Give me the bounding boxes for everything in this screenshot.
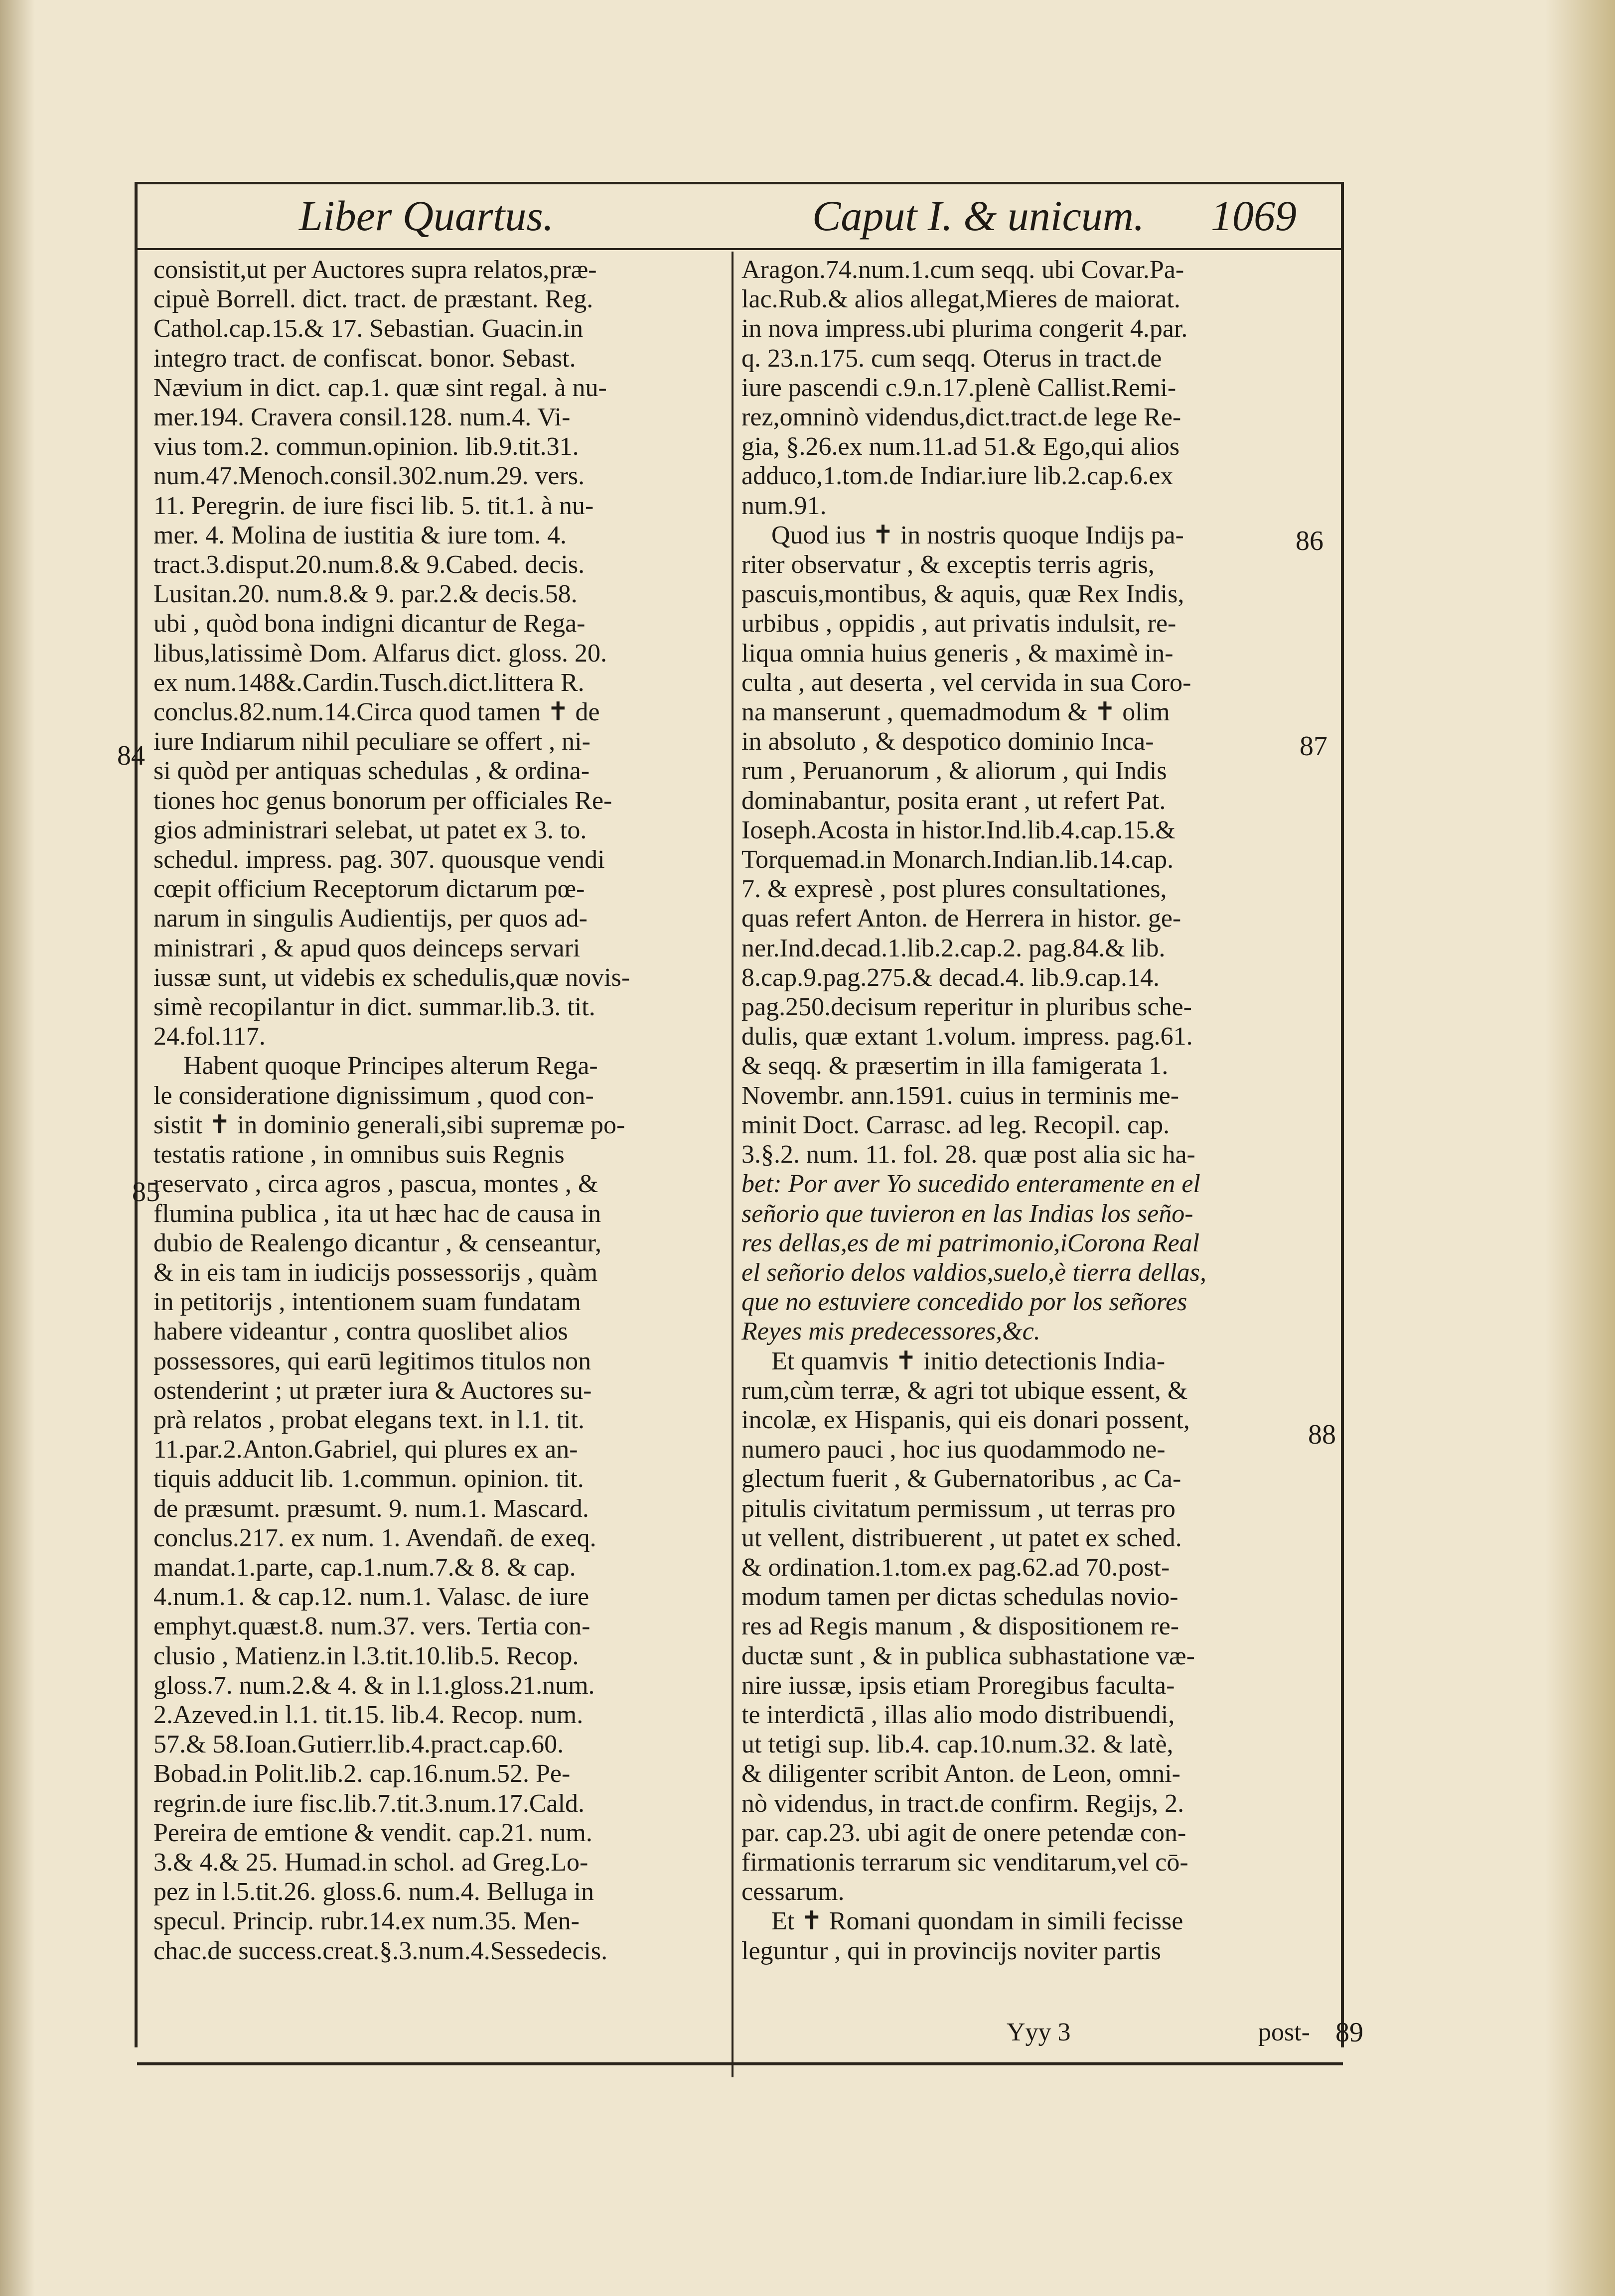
text-line: gios administrari selebat, ut patet ex 3. to. [153, 815, 587, 844]
text-line: rum,cùm terræ, & agri tot ubique essent, & [741, 1376, 1188, 1405]
text-line: si quòd per antiquas schedulas , & ordina- [153, 757, 590, 786]
text-line: num.47.Menoch.consil.302.num.29. vers. [153, 462, 585, 491]
text-line: le consideratione dignissimum , quod con- [153, 1081, 594, 1110]
text-line: 3.& 4.& 25. Humad.in schol. ad Greg.Lo- [153, 1848, 588, 1877]
text-line: chac.de success.creat.§.3.num.4.Sessedecis. [153, 1936, 608, 1965]
text-line: culta , aut deserta , vel cervida in sua Coro- [741, 668, 1191, 697]
text-line: res ad Regis manum , & dispositionem re- [741, 1612, 1179, 1641]
text-line: señorio que tuvieron en las Indias los seño- [741, 1199, 1193, 1228]
text-line: pez in l.5.tit.26. gloss.6. num.4. Belluga in [153, 1878, 594, 1906]
text-line: adduco,1.tom.de Indiar.iure lib.2.cap.6.ex [741, 462, 1174, 491]
text-line: pag.250.decisum reperitur in pluribus sche- [741, 993, 1192, 1022]
text-line: Reyes mis predecessores,&c. [741, 1317, 1040, 1346]
text-line: conclus.217. ex num. 1. Avendañ. de exeq. [153, 1523, 596, 1552]
text-line: minit Doct. Carrasc. ad leg. Recopil. cap. [741, 1110, 1170, 1139]
text-line: gia, §.26.ex num.11.ad 51.& Ego,qui alios [741, 432, 1180, 461]
text-line: 11. Peregrin. de iure fisci lib. 5. tit.1. à nu- [153, 491, 594, 520]
text-line: bet: Por aver Yo sucedido enteramente en el [741, 1170, 1200, 1199]
text-line: reservato , circa agros , pascua, montes , & [153, 1170, 598, 1199]
text-line: Habent quoque Principes alterum Rega- [183, 1052, 598, 1080]
text-line: ut tetigi sup. lib.4. cap.10.num.32. & latè, [741, 1730, 1174, 1759]
text-line: ut vellent, distribuerent , ut patet ex sched. [741, 1523, 1182, 1552]
text-line: & diligenter scribit Anton. de Leon, omni- [741, 1759, 1180, 1788]
text-line: rez,omninò videndus,dict.tract.de lege Re- [741, 403, 1181, 432]
text-line: consistit,ut per Auctores supra relatos,præ- [153, 256, 597, 284]
signature-mark: Yyy 3 [1007, 2018, 1071, 2046]
page-number: 1069 [1211, 192, 1297, 240]
text-line: Bobad.in Polit.lib.2. cap.16.num.52. Pe- [153, 1759, 571, 1788]
text-line: clusio , Matienz.in l.3.tit.10.lib.5. Recop. [153, 1641, 579, 1670]
text-line: tiones hoc genus bonorum per officiales Re- [153, 786, 612, 815]
text-line: riter observatur , & exceptis terris agris, [741, 550, 1155, 579]
text-line: el señorio delos valdios,suelo,è tierra dellas, [741, 1258, 1207, 1287]
text-line: in nova impress.ubi plurima congerit 4.par. [741, 314, 1188, 343]
text-line: Lusitan.20. num.8.& 9. par.2.& decis.58. [153, 580, 578, 609]
text-line: emphyt.quæst.8. num.37. vers. Tertia con- [153, 1612, 590, 1641]
text-line: cipuè Borrell. dict. tract. de præstant. Reg. [153, 285, 593, 314]
text-line: simè recopilantur in dict. summar.lib.3. tit. [153, 993, 595, 1022]
text-line: integro tract. de confiscat. bonor. Sebast. [153, 344, 576, 373]
text-line: ostenderint ; ut præter iura & Auctores su- [153, 1376, 592, 1405]
text-line: ubi , quòd bona indigni dicantur de Rega- [153, 609, 586, 638]
text-line: iussæ sunt, ut videbis ex schedulis,quæ novis- [153, 963, 630, 992]
text-line: ductæ sunt , & in publica subhastatione væ- [741, 1641, 1195, 1670]
text-line: modum tamen per dictas schedulas novio- [741, 1583, 1178, 1612]
text-line: mandat.1.parte, cap.1.num.7.& 8. & cap. [153, 1553, 576, 1582]
text-line: Nævium in dict. cap.1. quæ sint regal. à nu- [153, 373, 607, 402]
page-edge-shadow [0, 0, 35, 2296]
text-line: 2.Azeved.in l.1. tit.15. lib.4. Recop. num. [153, 1700, 584, 1729]
text-line: ex num.148&.Cardin.Tusch.dict.littera R. [153, 668, 585, 697]
text-line: Ioseph.Acosta in histor.Ind.lib.4.cap.15.& [741, 815, 1175, 844]
text-line: liqua omnia huius generis , & maximè in- [741, 639, 1174, 668]
text-line: in absoluto , & despotico dominio Inca- [741, 727, 1154, 756]
text-line: Aragon.74.num.1.cum seqq. ubi Covar.Pa- [741, 256, 1184, 284]
text-line: regrin.de iure fisc.lib.7.tit.3.num.17.Cald. [153, 1789, 585, 1818]
text-line: & ordination.1.tom.ex pag.62.ad 70.post- [741, 1553, 1170, 1582]
text-line: q. 23.n.175. cum seqq. Oterus in tract.de [741, 344, 1162, 373]
text-line: 3.§.2. num. 11. fol. 28. quæ post alia sic ha- [741, 1140, 1195, 1169]
text-line: urbibus , oppidis , aut privatis indulsit, re- [741, 609, 1176, 638]
text-line: flumina publica , ita ut hæc hac de causa in [153, 1199, 601, 1228]
text-line: 7. & expresè , post plures consultationes, [741, 875, 1167, 904]
margin-number-86: 86 [1296, 526, 1323, 556]
text-line: dubio de Realengo dicantur , & censeantur, [153, 1228, 601, 1257]
text-line: cessarum. [741, 1878, 845, 1906]
running-head-center: Caput I. & unicum. [812, 192, 1145, 240]
text-line: quas refert Anton. de Herrera in histor. ge- [741, 904, 1181, 933]
margin-number-87: 87 [1300, 731, 1327, 762]
text-line: te interdictā , illas alio modo distribuendi, [741, 1700, 1175, 1729]
margin-number-84: 84 [117, 740, 145, 771]
text-line: iure Indiarum nihil peculiare se offert , ni- [153, 727, 590, 756]
text-line: pascuis,montibus, & aquis, quæ Rex Indis, [741, 580, 1184, 609]
text-line: Torquemad.in Monarch.Indian.lib.14.cap. [741, 845, 1174, 874]
text-line: prà relatos , probat elegans text. in l.1. tit. [153, 1405, 585, 1434]
right-text-column [741, 255, 1312, 1966]
text-line: in petitorijs , intentionem suam fundatam [153, 1288, 581, 1317]
header-rule [135, 248, 1344, 250]
text-line: par. cap.23. ubi agit de onere petendæ con- [741, 1818, 1186, 1847]
text-line: firmationis terrarum sic venditarum,vel cō- [741, 1848, 1188, 1877]
text-line: mer. 4. Molina de iustitia & iure tom. 4. [153, 521, 567, 549]
text-line: libus,latissimè Dom. Alfarus dict. gloss. 20. [153, 639, 607, 668]
text-line: nò videndus, in tract.de confirm. Regijs, 2. [741, 1789, 1184, 1818]
text-line: habere videantur , contra quoslibet alios [153, 1317, 568, 1346]
text-line: nire iussæ, ipsis etiam Proregibus faculta- [741, 1671, 1175, 1700]
text-line: glectum fuerit , & Gubernatoribus , ac Ca- [741, 1465, 1181, 1493]
catchword: post- [1258, 2018, 1310, 2046]
text-line: Pereira de emtione & vendit. cap.21. num. [153, 1818, 592, 1847]
text-line: vius tom.2. commun.opinion. lib.9.tit.31. [153, 432, 579, 461]
text-line: pitulis civitatum permissum , ut terras pro [741, 1494, 1175, 1523]
text-line: de præsumt. præsumt. 9. num.1. Mascard. [153, 1494, 589, 1523]
text-line: Quod ius ✝ in nostris quoque Indijs pa- [771, 521, 1184, 549]
footer-rule [137, 2062, 1343, 2065]
text-line: res dellas,es de mi patrimonio,iCorona Real [741, 1228, 1200, 1257]
text-line: na manserunt , quemadmodum & ✝ olim [741, 698, 1170, 727]
margin-number-85: 85 [132, 1177, 160, 1208]
text-line: 8.cap.9.pag.275.& decad.4. lib.9.cap.14. [741, 963, 1160, 992]
column-divider [732, 252, 734, 2077]
text-line: 11.par.2.Anton.Gabriel, qui plures ex an- [153, 1435, 578, 1464]
text-line: cœpit officium Receptorum dictarum pœ- [153, 875, 585, 904]
running-head-left: Liber Quartus. [299, 192, 554, 240]
margin-number-89: 89 [1335, 2017, 1363, 2048]
text-line: Et quamvis ✝ initio detectionis India- [771, 1347, 1166, 1375]
text-line: ner.Ind.decad.1.lib.2.cap.2. pag.84.& lib. [741, 934, 1166, 962]
text-line: tract.3.disput.20.num.8.& 9.Cabed. decis. [153, 550, 585, 579]
text-line: specul. Princip. rubr.14.ex num.35. Men- [153, 1907, 580, 1936]
text-line: incolæ, ex Hispanis, qui eis donari possent, [741, 1405, 1190, 1434]
text-line: leguntur , qui in provincijs noviter partis [741, 1936, 1161, 1965]
margin-number-88: 88 [1308, 1419, 1336, 1450]
text-line: que no estuviere concedido por los señores [741, 1288, 1187, 1317]
text-line: sistit ✝ in dominio generali,sibi supremæ po- [153, 1110, 625, 1139]
text-line: mer.194. Cravera consil.128. num.4. Vi- [153, 403, 571, 432]
text-line: Et ✝ Romani quondam in simili fecisse [771, 1907, 1183, 1936]
text-line: ministrari , & apud quos deinceps servari [153, 934, 581, 962]
text-line: & seqq. & præsertim in illa famigerata 1. [741, 1052, 1169, 1080]
text-line: dominabantur, posita erant , ut refert Pat. [741, 786, 1166, 815]
page-right-shadow [1545, 0, 1615, 2296]
text-line: Cathol.cap.15.& 17. Sebastian. Guacin.in [153, 314, 584, 343]
text-line: conclus.82.num.14.Circa quod tamen ✝ de [153, 698, 600, 727]
text-line: schedul. impress. pag. 307. quousque vendi [153, 845, 605, 874]
left-text-column [153, 255, 724, 1966]
text-line: 57.& 58.Ioan.Gutierr.lib.4.pract.cap.60. [153, 1730, 564, 1759]
text-line: rum , Peruanorum , & aliorum , qui Indis [741, 757, 1167, 786]
text-line: tiquis adducit lib. 1.commun. opinion. tit. [153, 1465, 584, 1493]
text-line: testatis ratione , in omnibus suis Regnis [153, 1140, 565, 1169]
text-line: numero pauci , hoc ius quodammodo ne- [741, 1435, 1166, 1464]
text-line: possessores, qui earū legitimos titulos non [153, 1347, 591, 1375]
text-line: narum in singulis Audientijs, per quos ad- [153, 904, 587, 933]
text-line: Novembr. ann.1591. cuius in terminis me- [741, 1081, 1179, 1110]
text-line: 24.fol.117. [153, 1022, 266, 1051]
text-line: gloss.7. num.2.& 4. & in l.1.gloss.21.num. [153, 1671, 595, 1700]
text-line: iure pascendi c.9.n.17.plenè Callist.Remi- [741, 373, 1176, 402]
text-line: dulis, quæ extant 1.volum. impress. pag.61. [741, 1022, 1193, 1051]
text-line: num.91. [741, 491, 827, 520]
text-line: lac.Rub.& alios allegat,Mieres de maiorat. [741, 285, 1180, 314]
text-line: & in eis tam in iudicijs possessorijs , quàm [153, 1258, 598, 1287]
text-line: 4.num.1. & cap.12. num.1. Valasc. de iure [153, 1583, 589, 1612]
